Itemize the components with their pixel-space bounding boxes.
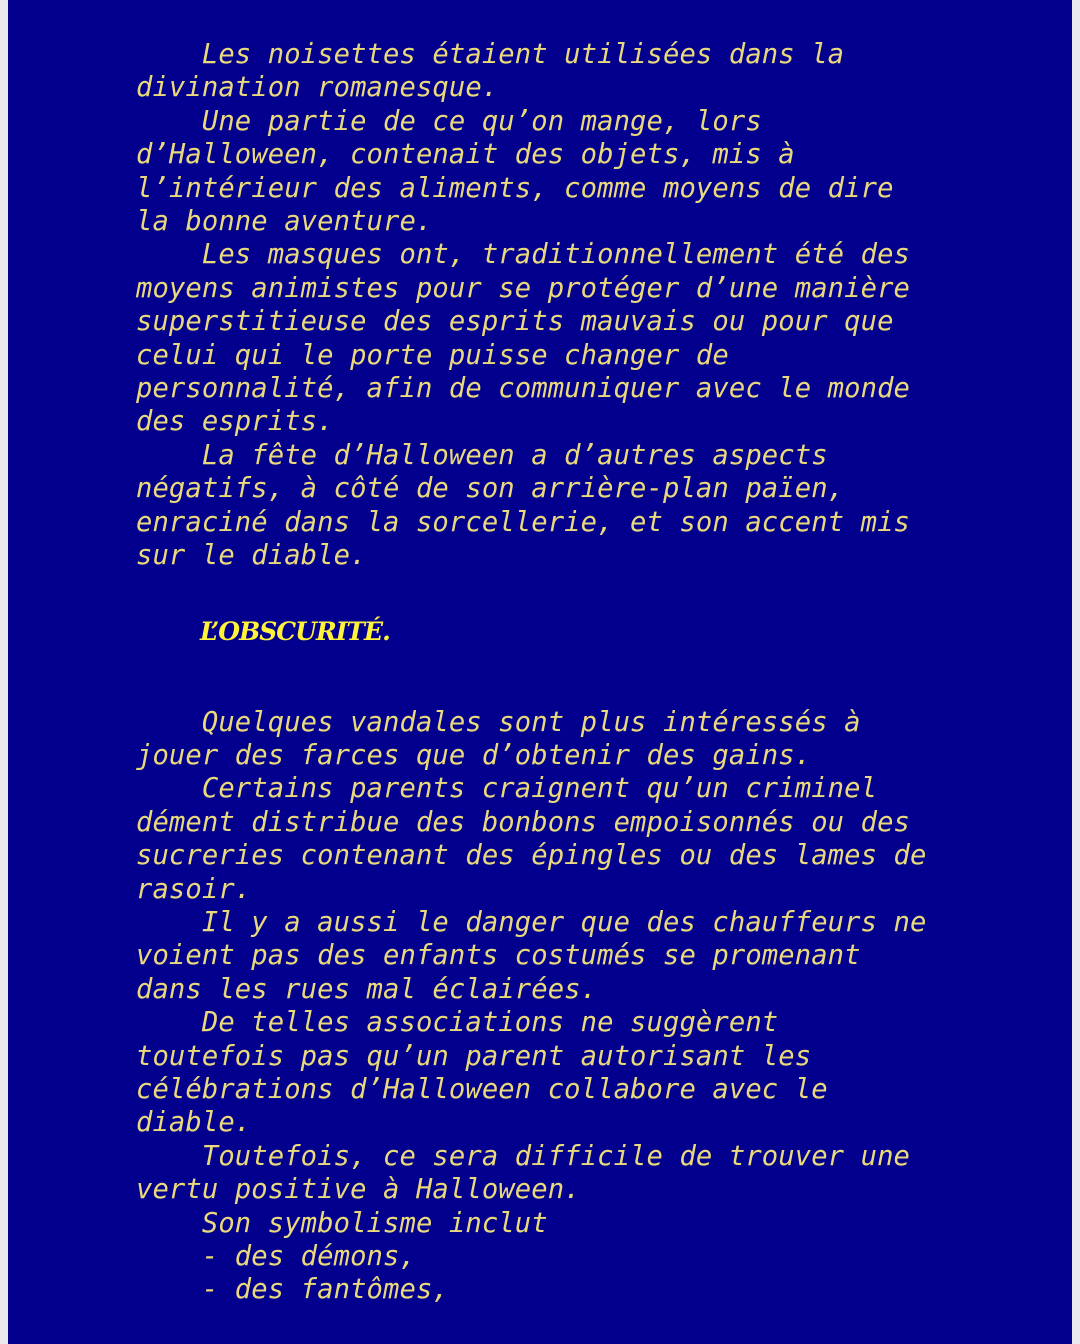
section-heading: L’OBSCURITÉ. [200, 616, 390, 646]
paragraph: La fête d’Halloween a d’autres aspects négatifs, à côté de son arrière-plan païen, enraciné dans la sorcellerie, et son accent mis sur le diable. [136, 439, 911, 572]
document-body [136, 38, 966, 1307]
paragraph: Certains parents craignent qu’un criminel dément distribue des bonbons empoisonnés ou des sucreries contenant des épingles ou des lames de rasoir. [136, 773, 927, 905]
paragraph: Il y a aussi le danger que des chauffeurs ne voient pas des enfants costumés se promenant dans les rues mal éclairées. [136, 906, 927, 1005]
paragraph: Les noisettes étaient utilisées dans la divination romanesque. [136, 39, 845, 104]
paragraph: Toutefois, ce sera difficile de trouver une vertu positive à Halloween. [136, 1140, 911, 1206]
section-heading-container [136, 573, 966, 706]
list-item: - des fantômes, [136, 1274, 449, 1306]
document-page [8, 0, 1072, 1344]
paragraph: De telles associations ne suggèrent toutefois pas qu’un parent autorisant les célébrations d’Halloween collabore avec le diable. [136, 1007, 828, 1139]
list-item: - des démons, [136, 1241, 416, 1272]
paragraph: Les masques ont, traditionnellement été des moyens animistes pour se protéger d’une manière superstitieuse des esprits mauvais ou pour que celui qui le porte puisse changer de personnalité, afin de communiquer avec le monde des esprits. [136, 239, 911, 438]
paragraph: Une partie de ce qu’on mange, lors d’Halloween, contenait des objets, mis à l’intérieur des aliments, comme moyens de dire la bonne aventure. [136, 105, 894, 238]
paragraph: Quelques vandales sont plus intéressés à jouer des farces que d’obtenir des gains. [136, 706, 861, 771]
paragraph: Son symbolisme inclut [136, 1207, 548, 1239]
